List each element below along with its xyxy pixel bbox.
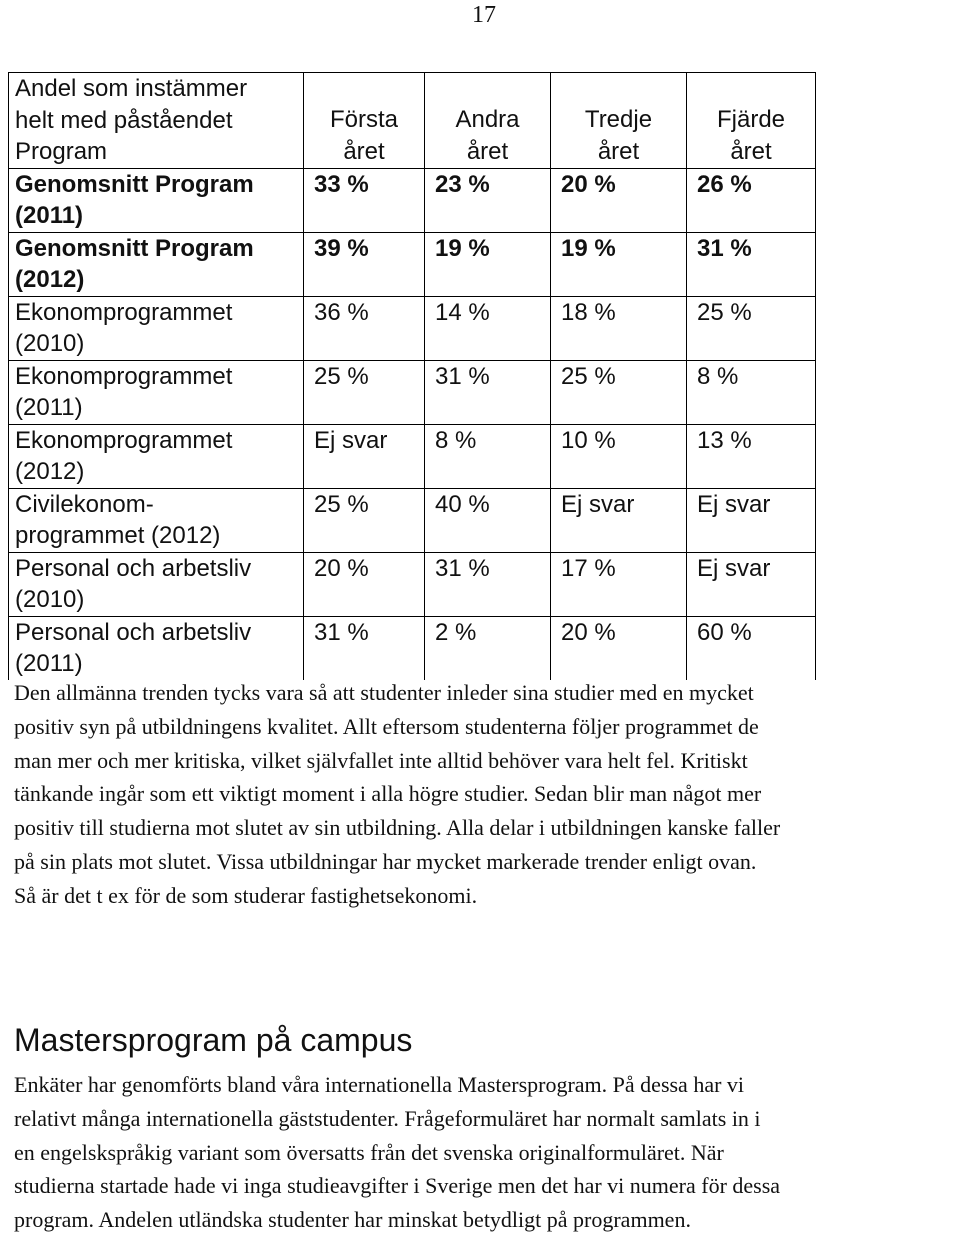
row-label-line: Personal och arbetsliv [15,618,252,646]
row-label-line: (2011) [15,202,84,229]
table-cell: 26 % [687,168,816,232]
table-cell: 25 % [304,488,425,552]
table-row [9,488,816,552]
header-label-cell [9,73,304,169]
table-row [9,168,816,232]
table-cell: 17 % [551,552,687,616]
table-cell: 25 % [551,360,687,424]
table-cell: 10 % [551,424,687,488]
row-label [9,616,304,680]
row-label [9,488,304,552]
paragraph-line: på sin plats mot slutet. Vissa utbildningar har mycket markerade trender enligt ovan. [14,848,757,874]
row-label [9,168,304,232]
paragraph-line: en engelskspråkig variant som översatts från det svenska originalformuläret. När [14,1139,724,1165]
table-cell: 25 % [304,360,425,424]
section-heading: Mastersprogram på campus [14,1022,413,1058]
column-header-text: året [343,137,385,165]
table-cell: 33 % [304,168,425,232]
page-number: 17 [472,2,496,28]
header-label-line: helt med påståendet [15,106,233,134]
row-label-line: Ekonomprogrammet [15,362,233,390]
header-label-line: Program [15,138,108,165]
header-label-line: Andel som instämmer [15,75,248,102]
row-label-line: (2011) [15,650,83,677]
paragraph-line: positiv syn på utbildningens kvalitet. Allt eftersom studenterna följer programmet de [14,713,759,739]
table-cell: Ej svar [304,424,425,488]
paragraph-line: tänkande ingår som ett viktigt moment i alla högre studier. Sedan blir man något mer [14,781,762,807]
row-label-line: (2010) [15,330,85,357]
paragraph-line: Så är det t ex för de som studerar fastighetsekonomi. [14,882,478,908]
column-header-1 [304,73,425,169]
paragraph-line: studierna startade hade vi inga studieavgifter i Sverige men det har vi numera för dessa [14,1173,781,1199]
table-row [9,424,816,488]
paragraph-line: relativt många internationella gäststudenter. Frågeformuläret har normalt samlats in i [14,1105,761,1131]
column-header-text: Fjärde [716,106,786,133]
table-cell: 39 % [304,232,425,296]
table-header-row [9,73,816,169]
table-row [9,552,816,616]
row-label [9,232,304,296]
row-label-line: Genomsnitt Program [15,234,254,262]
table-cell: 60 % [687,616,816,680]
table-cell: 31 % [425,552,551,616]
column-header-text: Tredje [584,106,653,133]
table-cell: 19 % [551,232,687,296]
paragraph-line: man mer och mer kritiska, vilket självfallet inte alltid behöver vara helt fel. Kritiskt [14,747,748,773]
table-cell: 8 % [687,360,816,424]
row-label-line: (2010) [15,586,85,613]
column-header-text: Andra [455,106,520,133]
paragraph-line: program. Andelen utländska studenter har minskat betydligt på programmen. [14,1207,691,1233]
column-header-3 [551,73,687,169]
table-cell: 20 % [551,168,687,232]
survey-table [8,72,816,680]
table-cell: 14 % [425,296,551,360]
table-cell: 31 % [425,360,551,424]
table-cell: 20 % [304,552,425,616]
row-label-line: programmet (2012) [15,522,221,549]
table-cell: 20 % [551,616,687,680]
row-label-line: (2012) [15,266,85,293]
table-row [9,296,816,360]
table-cell: 13 % [687,424,816,488]
table-row [9,360,816,424]
row-label [9,552,304,616]
table-cell: 18 % [551,296,687,360]
row-label-line: Personal och arbetsliv [15,554,252,582]
column-header-2 [425,73,551,169]
row-label-line: Civilekonom- [15,490,154,518]
paragraph-line: positiv till studierna mot slutet av sin utbildning. Alla delar i utbildningen kanske faller [14,815,781,841]
row-label-line: (2011) [15,394,83,421]
table-cell: Ej svar [687,552,816,616]
table-cell: 40 % [425,488,551,552]
table-row [9,232,816,296]
table-cell: Ej svar [551,488,687,552]
column-header-text: året [466,137,509,165]
column-header-text: året [730,137,772,165]
table-cell: 31 % [687,232,816,296]
paragraph-line: Den allmänna trenden tycks vara så att studenter inleder sina studier med en mycket [14,680,754,705]
column-header-4 [687,73,816,169]
table-cell: 25 % [687,296,816,360]
column-header-text: Första [329,106,398,133]
table-cell: 36 % [304,296,425,360]
row-label-line: Genomsnitt Program [15,170,254,198]
table-cell: 8 % [425,424,551,488]
masters-paragraph [14,1068,780,1237]
column-header-text: året [597,137,640,165]
table-cell: 19 % [425,232,551,296]
row-label-line: Ekonomprogrammet [15,426,233,454]
table-cell: 2 % [425,616,551,680]
row-label-line: Ekonomprogrammet [15,298,233,326]
row-label [9,360,304,424]
table-cell: 23 % [425,168,551,232]
row-label [9,424,304,488]
table-cell: 31 % [304,616,425,680]
row-label [9,296,304,360]
table-cell: Ej svar [687,488,816,552]
table-row [9,616,816,680]
trend-paragraph [14,676,780,913]
paragraph-line: Enkäter har genomförts bland våra internationella Mastersprogram. På dessa har vi [14,1072,745,1097]
row-label-line: (2012) [15,458,85,485]
